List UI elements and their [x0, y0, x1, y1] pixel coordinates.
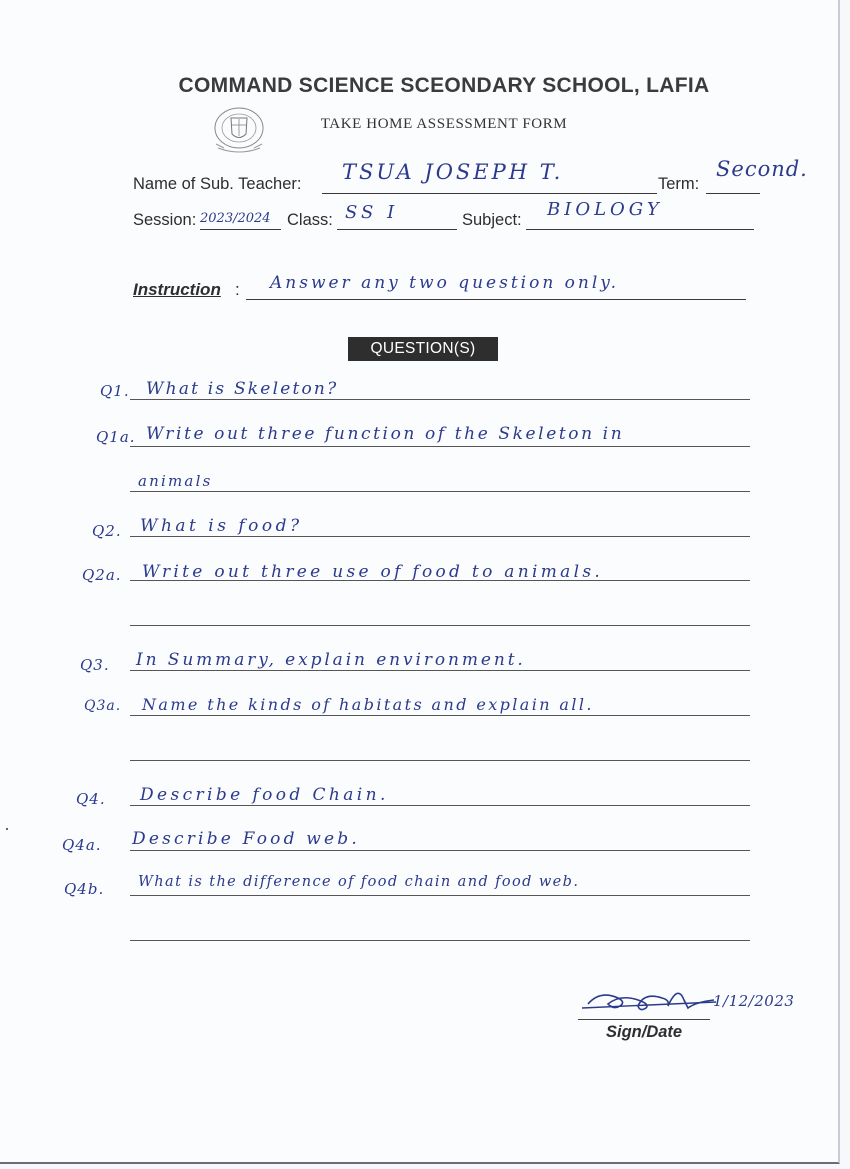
answer-line	[130, 940, 750, 941]
answer-line	[130, 760, 750, 761]
question-number: Q4a.	[62, 836, 102, 854]
question-number: Q2.	[92, 522, 122, 540]
session-line	[200, 229, 281, 230]
answer-line	[130, 536, 750, 537]
teacher-label: Name of Sub. Teacher:	[133, 175, 302, 193]
signature-scribble	[580, 980, 720, 1020]
question-text: What is Skeleton?	[146, 379, 339, 399]
term-value: Second.	[716, 157, 808, 181]
signature-line	[578, 1019, 710, 1020]
answer-line	[130, 715, 750, 716]
questions-header: QUESTION(S)	[348, 337, 498, 361]
answer-line	[130, 805, 750, 806]
question-text: Write out three function of the Skeleton in	[146, 424, 625, 444]
signature-date: 1/12/2023	[713, 992, 795, 1010]
school-name: COMMAND SCIENCE SCEONDARY SCHOOL, LAFIA	[178, 74, 710, 97]
class-line	[337, 229, 457, 230]
question-number: Q2a.	[82, 566, 122, 584]
answer-line	[130, 850, 750, 851]
answer-line	[130, 491, 750, 492]
answer-line	[130, 625, 750, 626]
question-text: What is food?	[140, 516, 303, 536]
class-value: SS I	[345, 202, 399, 223]
session-label: Session:	[133, 211, 197, 229]
question-number: Q1a.	[96, 428, 136, 446]
question-text: animals	[138, 472, 213, 490]
class-label: Class:	[287, 211, 333, 229]
question-number: Q4b.	[64, 880, 105, 898]
question-number: Q1.	[100, 382, 130, 400]
instruction-text: Answer any two question only.	[270, 273, 620, 293]
teacher-value: TSUA JOSEPH T.	[342, 160, 564, 184]
answer-line	[130, 670, 750, 671]
answer-line	[130, 399, 750, 400]
instruction-colon: :	[235, 280, 240, 299]
subject-label: Subject:	[462, 211, 522, 229]
subject-line	[526, 229, 754, 230]
question-number: Q4.	[76, 790, 106, 808]
question-text: What is the difference of food chain and food web.	[138, 874, 580, 890]
instruction-line	[246, 299, 746, 300]
instruction-label: Instruction	[133, 280, 221, 299]
session-value: 2023/2024	[200, 211, 271, 226]
signature-label: Sign/Date	[606, 1023, 683, 1041]
question-text: Describe food Chain.	[140, 785, 389, 805]
answer-line	[130, 895, 750, 896]
question-text: Write out three use of food to animals.	[142, 562, 604, 582]
subject-value: BIOLOGY	[547, 199, 663, 220]
question-text: Name the kinds of habitats and explain all.	[142, 695, 594, 714]
question-number: Q3.	[80, 656, 110, 674]
term-line	[706, 193, 760, 194]
form-title: TAKE HOME ASSESSMENT FORM	[320, 116, 568, 132]
teacher-line	[322, 193, 657, 194]
question-number: Q3a.	[84, 698, 122, 714]
answer-line	[130, 446, 750, 447]
term-label: Term:	[658, 175, 700, 193]
question-text: In Summary, explain environment.	[136, 650, 526, 670]
question-text: Describe Food web.	[132, 829, 360, 849]
scan-speck	[6, 828, 8, 830]
answer-line	[130, 580, 750, 581]
